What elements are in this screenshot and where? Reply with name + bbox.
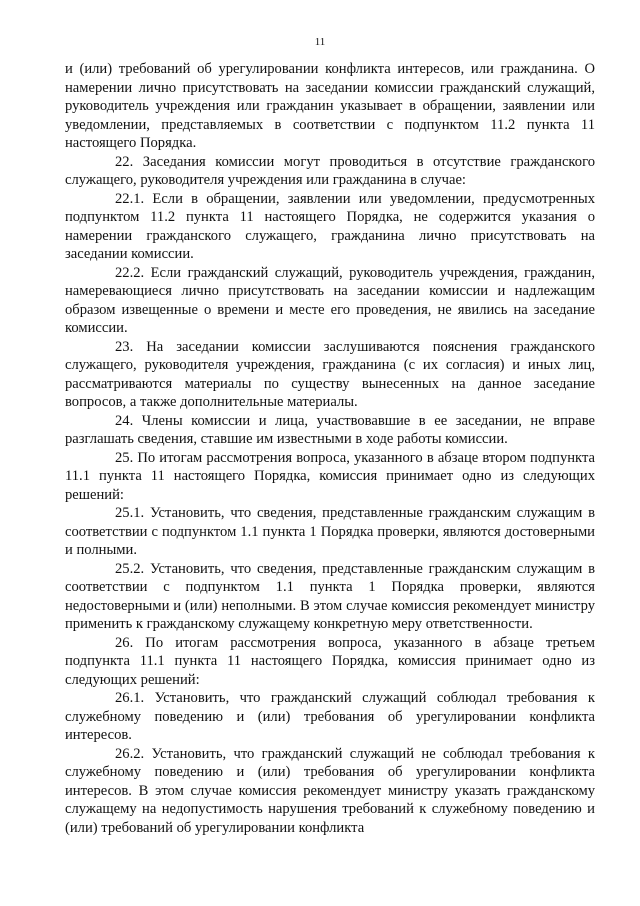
paragraph-25-2: 25.2. Установить, что сведения, представленные гражданским служащим в соответствии с подпунктом 1.1 пункта 1 Порядка проверки, являются недостоверными и (или) неполными. В этом случае комиссия рекомендует министру применить к гражданскому служащему конкретную меру ответственности. — [65, 560, 595, 632]
page-number: 11 — [314, 36, 326, 48]
paragraph-25: 25. По итогам рассмотрения вопроса, указанного в абзаце втором подпункта 11.1 пункта 11 настоящего Порядка, комиссия принимает одно из следующих решений: — [65, 449, 595, 503]
paragraph-25-1: 25.1. Установить, что сведения, представленные гражданским служащим в соответствии с подпунктом 1.1 пункта 1 Порядка проверки, являются достоверными и полными. — [65, 505, 595, 558]
paragraph-24: 24. Члены комиссии и лица, участвовавшие в ее заседании, не вправе разглашать сведения, ставшие им известными в ходе работы комиссии. — [65, 412, 595, 447]
paragraph-26: 26. По итогам рассмотрения вопроса, указанного в абзаце третьем подпункта 11.1 пункта 11 настоящего Порядка, комиссия принимает одно из следующих решений: — [65, 634, 595, 688]
paragraph-26-1: 26.1. Установить, что гражданский служащий соблюдал требования к служебному поведению и (или) требования об урегулировании конфликта интересов. — [65, 690, 595, 743]
document-body — [65, 60, 595, 837]
paragraph-22: 22. Заседания комиссии могут проводиться в отсутствие гражданского служащего, руководителя учреждения или гражданина в случае: — [65, 153, 595, 188]
paragraph-22-1: 22.1. Если в обращении, заявлении или уведомлении, предусмотренных подпунктом 11.2 пункта 11 настоящего Порядка, не содержится указания о намерении гражданского служащего, гражданина лично присутствовать на заседании комиссии. — [65, 190, 595, 262]
paragraph-continuation: и (или) требований об урегулировании конфликта интересов, или гражданина. О намерении лично присутствовать на заседании комиссии гражданский служащий, руководитель учреждения или гражданин указывает в обращении, заявлении или уведомлении, представляемых в соответствии с подпунктом 11.2 пункта 11 настоящего Порядка. — [65, 61, 595, 151]
paragraph-22-2: 22.2. Если гражданский служащий, руководитель учреждения, гражданин, намеревающиеся лично присутствовать на заседании комиссии и надлежащим образом извещенные о времени и месте его проведения, не явились на заседание комиссии. — [65, 264, 595, 336]
paragraph-26-2: 26.2. Установить, что гражданский служащий не соблюдал требования к служебному поведению и (или) требования об урегулировании конфликта интересов. В этом случае комиссия рекомендует министру указать гражданскому служащему на недопустимость нарушения требований к служебному поведению и (или) требований об урегулировании конфликта — [65, 745, 595, 836]
paragraph-23: 23. На заседании комиссии заслушиваются пояснения гражданского служащего, руководителя учреждения, гражданина (с их согласия) и иных лиц, рассматриваются материалы по существу вынесенных на данное заседание вопросов, а также дополнительные материалы. — [65, 338, 595, 410]
